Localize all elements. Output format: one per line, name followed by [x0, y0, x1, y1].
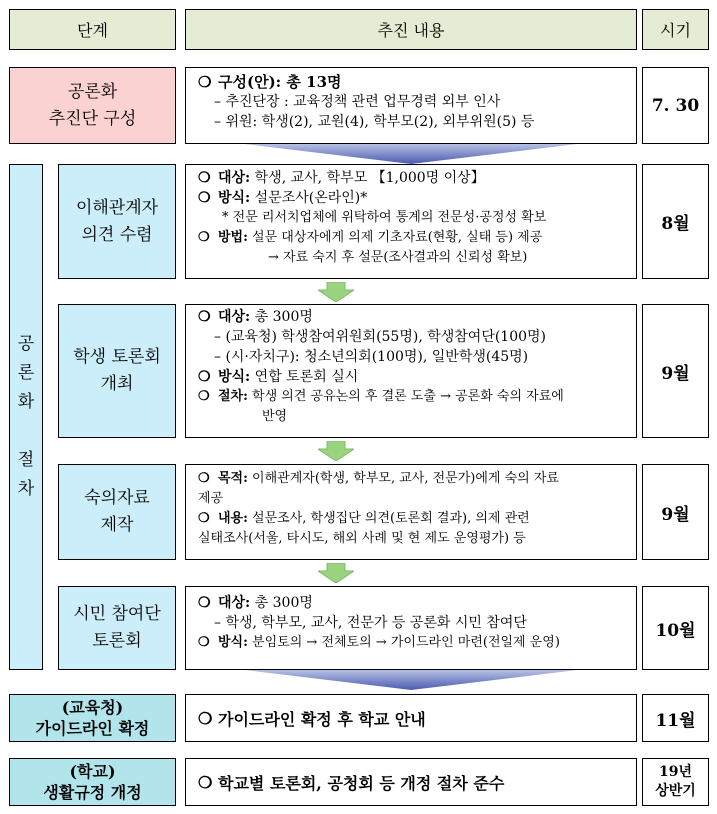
bullet-icon: ❍ [198, 511, 210, 526]
process-label: 공 론 화 절 차 [9, 164, 43, 670]
header-content: 추진 내용 [185, 9, 637, 50]
bullet-icon: ❍ [198, 708, 213, 728]
rules-stage: (학교) 생활규정 개정 [9, 758, 176, 806]
team-content: ❍ 구성(안): 총 13명 – 추진단장 : 교육정책 관련 업무경력 외부 인사 – 위원: 학생(2), 교원(4), 학부모(2), 외부위원(5) 등 [185, 67, 637, 144]
debate-stage: 학생 토론회 개최 [58, 304, 176, 438]
material-time: 9월 [642, 464, 709, 560]
bullet-icon: ❍ [198, 389, 210, 404]
rules-content: ❍ 학교별 토론회, 공청회 등 개정 절차 준수 [185, 758, 637, 806]
debate-content: ❍ 대상: 총 300명 – (교육청) 학생참여위원회(55명), 학생참여단(100명) – (시·자치구): 청소년의회(100명), 일반학생(45명) ❍ 방식: 연합 토론회 실시 ❍ 절차: 학생 의견 공유논의 후 결론 도출 → 공론화 숙의 자료에 반영 [185, 304, 637, 438]
guide-time: 11월 [642, 694, 709, 742]
bullet-icon: ❍ [198, 230, 210, 245]
survey-stage: 이해관계자 의견 수렴 [58, 164, 176, 279]
survey-time: 8월 [642, 164, 709, 279]
material-stage: 숙의자료 제작 [58, 464, 176, 560]
bullet-icon: ❍ [198, 170, 211, 186]
bullet-icon: ❍ [198, 369, 211, 385]
team-time: 7. 30 [642, 67, 709, 144]
down-arrow-small-3 [318, 563, 354, 583]
header-stage: 단계 [9, 9, 176, 50]
bullet-icon: ❍ [198, 73, 212, 91]
bullet-icon: ❍ [198, 471, 210, 486]
bullet-icon: ❍ [198, 635, 210, 650]
survey-content: ❍ 대상: 학생, 교사, 학부모 【1,000명 이상】 ❍ 방식: 설문조사(온라인)* * 전문 리서치업체에 위탁하여 통계의 전문성·공정성 확보 ❍ 방법: 설문 대상자에게 의제 기초자료(현황, 실태 등) 제공 → 자료 숙지 후 설문(조사결과의 신뢰성 확보) [185, 164, 637, 279]
material-content: ❍ 목적: 이해관계자(학생, 학부모, 교사, 전문가)에게 숙의 자료 제공 ❍ 내용: 설문조사, 학생집단 의견(토론회 결과), 의제 관련 실태조사(서울, 타시도, 해외 사례 및 현 제도 운영평가) 등 [185, 464, 637, 560]
down-arrow-small-2 [318, 441, 354, 461]
down-arrow-wide-1 [185, 144, 637, 164]
citizen-content: ❍ 대상: 총 300명 – 학생, 학부모, 교사, 전문가 등 공론화 시민 참여단 ❍ 방식: 분임토의 → 전체토의 → 가이드라인 마련(전일제 운영) [185, 586, 637, 670]
guide-stage: (교육청) 가이드라인 확정 [9, 694, 176, 742]
bullet-icon: ❍ [198, 595, 211, 611]
down-arrow-wide-2 [185, 670, 637, 690]
bullet-icon: ❍ [198, 190, 211, 206]
citizen-stage: 시민 참여단 토론회 [58, 586, 176, 670]
team-stage: 공론화 추진단 구성 [9, 67, 176, 144]
citizen-time: 10월 [642, 586, 709, 670]
header-time: 시기 [642, 9, 709, 50]
debate-time: 9월 [642, 304, 709, 438]
rules-time: 19년 상반기 [642, 758, 709, 806]
bullet-icon: ❍ [198, 309, 211, 325]
bullet-icon: ❍ [198, 772, 213, 792]
down-arrow-small-1 [318, 282, 354, 302]
guide-content: ❍ 가이드라인 확정 후 학교 안내 [185, 694, 637, 742]
